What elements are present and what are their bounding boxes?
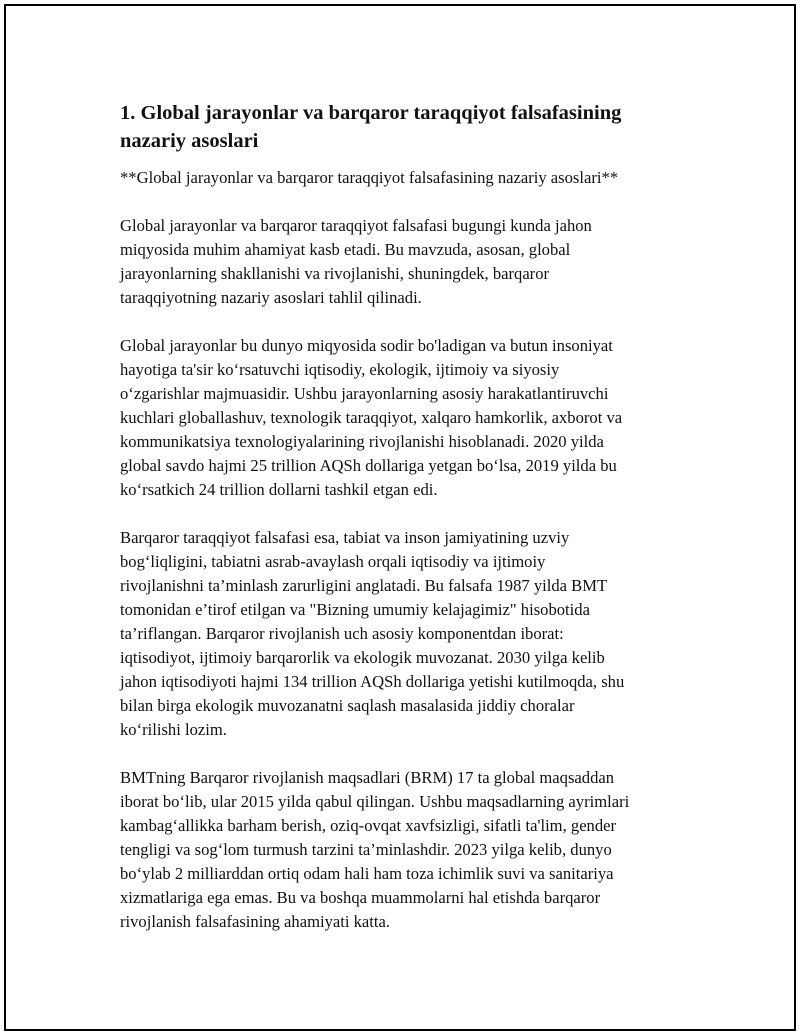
title-line: 1. Global jarayonlar va barqaror taraqqiyot falsafasining [120,102,622,124]
text-line: bo‘ylab 2 milliarddan ortiq odam hali ham toza ichimlik suvi va sanitariya [120,864,614,883]
paragraph-sdg [120,766,700,934]
text-line: tengligi va sog‘lom turmush tarzini ta’minlashdir. 2023 yilga kelib, dunyo [120,840,612,859]
text-line: ko‘rsatkich 24 trillion dollarni tashkil etgan edi. [120,480,438,499]
document-body [120,99,700,958]
text-line: taraqqiyotning nazariy asoslari tahlil qilinadi. [120,288,422,307]
document-title [120,99,700,155]
text-line: jahon iqtisodiyoti hajmi 134 trillion AQSh dollariga yetishi kutilmoqda, shu [120,672,625,691]
text-line: hayotiga ta'sir ko‘rsatuvchi iqtisodiy, ekologik, ijtimoiy va siyosiy [120,360,560,379]
text-line: ko‘rilishi lozim. [120,720,227,739]
text-line: tomonidan e’tirof etilgan va "Bizning umumiy kelajagimiz" hisobotida [120,600,590,619]
text-line: Global jarayonlar va barqaror taraqqiyot falsafasi bugungi kunda jahon [120,216,592,235]
text-line: o‘zgarishlar majmuasidir. Ushbu jarayonlarning asosiy harakatlantiruvchi [120,384,609,403]
text-line: Global jarayonlar bu dunyo miqyosida sodir bo'ladigan va butun insoniyat [120,336,613,355]
text-line: xizmatlariga ega emas. Bu va boshqa muammolarni hal etishda barqaror [120,888,601,907]
text-line: rivojlanish falsafasining ahamiyati katta. [120,912,391,931]
text-line: jarayonlarning shakllanishi va rivojlanishi, shuningdek, barqaror [120,264,550,283]
text-line: miqyosida muhim ahamiyat kasb etadi. Bu mavzuda, asosan, global [120,240,571,259]
text-line: kuchlari globallashuv, texnologik taraqqiyot, xalqaro hamkorlik, axborot va [120,408,623,427]
title-line: nazariy asoslari [120,130,259,152]
text-line: global savdo hajmi 25 trillion AQSh dollariga yetgan bo‘lsa, 2019 yilda bu [120,456,617,475]
text-line: bilan birga ekologik muvozanatni saqlash masalasida jiddiy choralar [120,696,575,715]
document-subtitle: **Global jarayonlar va barqaror taraqqiyot falsafasining nazariy asoslari** [120,168,619,187]
text-line: iqtisodiyot, ijtimoiy barqarorlik va ekologik muvozanat. 2030 yilga kelib [120,648,605,667]
page-frame [4,4,796,1031]
text-line: kambag‘allikka barham berish, oziq-ovqat xavfsizligi, sifatli ta'lim, gender [120,816,617,835]
text-line: BMTning Barqaror rivojlanish maqsadlari (BRM) 17 ta global maqsaddan [120,768,615,787]
text-line: kommunikatsiya texnologiyalarining rivojlanishi hisoblanadi. 2020 yilda [120,432,604,451]
text-line: rivojlanishni ta’minlash zarurligini anglatadi. Bu falsafa 1987 yilda BMT [120,576,608,595]
text-line: bog‘liqligini, tabiatni asrab-avaylash orqali iqtisodiy va ijtimoiy [120,552,546,571]
paragraph-intro [120,214,700,310]
text-line: Barqaror taraqqiyot falsafasi esa, tabiat va inson jamiyatining uzviy [120,528,570,547]
paragraph-global-processes [120,334,700,502]
text-line: ta’riflangan. Barqaror rivojlanish uch asosiy komponentdan iborat: [120,624,564,643]
paragraph-sustainable-development [120,526,700,742]
text-line: iborat bo‘lib, ular 2015 yilda qabul qilingan. Ushbu maqsadlarning ayrimlari [120,792,630,811]
